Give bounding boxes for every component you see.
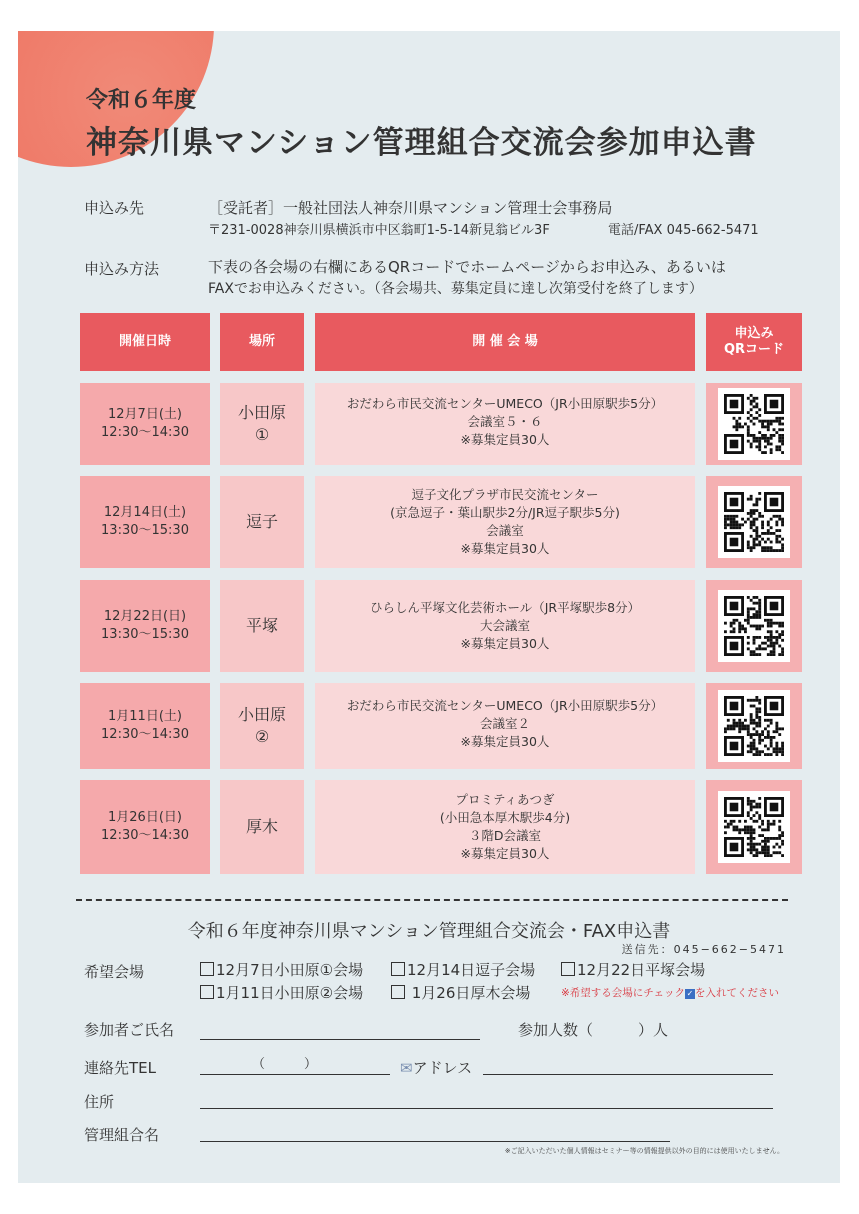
org-label: 管理組合名 (84, 1126, 160, 1144)
count-label: 参加人数（ ）人 (518, 1021, 669, 1039)
apply-to-address: 〒231-0028神奈川県横浜市中区翁町1-5-14新見翁ビル3F (208, 223, 550, 238)
header-date: 開催日時 (80, 313, 210, 371)
flyer-sheet (18, 31, 840, 1183)
form-title: 令和６年度神奈川県マンション管理組合交流会・FAX申込書 (187, 921, 671, 942)
row-3-place: 平塚 (220, 580, 304, 672)
option-jan11[interactable]: 1月11日小田原②会場 (200, 982, 363, 1003)
row-2-qr[interactable] (706, 476, 802, 568)
row-4-venue: おだわら市民交流センターUMECO（JR小田原駅歩5分） 会議室２ ※募集定員30人 (315, 683, 695, 769)
row-4-place: 小田原 ② (220, 683, 304, 769)
checkbox[interactable] (391, 985, 405, 999)
qr-code-icon[interactable] (718, 690, 790, 762)
header-qr-line1: 申込み (734, 326, 774, 341)
tel-label: 連絡先TEL (84, 1059, 156, 1077)
cut-line (76, 899, 788, 901)
address-input[interactable] (200, 1108, 773, 1109)
row-4-date: 1月11日(土) 12:30〜14:30 (80, 683, 210, 769)
row-5-place: 厚木 (220, 780, 304, 874)
row-5-date: 1月26日(日) 12:30〜14:30 (80, 780, 210, 874)
row-3-venue: ひらしん平塚文化芸術ホール（JR平塚駅歩8分） 大会議室 ※募集定員30人 (315, 580, 695, 672)
apply-to-label: 申込み先 (84, 199, 145, 217)
option-dec22[interactable]: 12月22日平塚会場 (561, 959, 705, 980)
page-subtitle: 令和６年度 (86, 88, 197, 113)
apply-to-phone: 電話/FAX 045-662-5471 (608, 223, 759, 238)
header-venue: 開 催 会 場 (315, 313, 695, 371)
tel-input[interactable] (200, 1074, 390, 1075)
row-2-venue: 逗子文化プラザ市民交流センター (京急逗子・葉山駅歩2分/JR逗子駅歩5分) 会議室 ※募集定員30人 (315, 476, 695, 568)
name-input[interactable] (200, 1039, 480, 1040)
checkbox[interactable] (200, 962, 214, 976)
row-4-qr[interactable] (706, 683, 802, 769)
org-input[interactable] (200, 1141, 670, 1142)
tel-paren: （ ） (252, 1057, 318, 1072)
privacy-note: ※ご記入いただいた個人情報はセミナー等の情報提供以外の目的には使用いたしません。 (504, 1147, 784, 1155)
row-2-date: 12月14日(土) 13:30〜15:30 (80, 476, 210, 568)
row-1-date: 12月7日(土) 12:30〜14:30 (80, 383, 210, 465)
email-label: ✉アドレス (400, 1059, 473, 1077)
qr-code-icon[interactable] (718, 791, 790, 863)
checkbox[interactable] (200, 985, 214, 999)
form-fax-number: 送信先：045−662−5471 (621, 943, 786, 956)
checkbox[interactable] (561, 962, 575, 976)
qr-code-icon[interactable] (718, 590, 790, 662)
page-title: 神奈川県マンション管理組合交流会参加申込書 (86, 125, 757, 161)
option-dec7[interactable]: 12月7日小田原①会場 (200, 959, 363, 980)
method-line2: FAXでお申込みください。（各会場共、募集定員に達し次第受付を終了します） (208, 281, 703, 297)
name-label: 参加者ご氏名 (84, 1021, 175, 1039)
header-qr (706, 313, 802, 371)
row-5-qr[interactable] (706, 780, 802, 874)
header-qr-line2: QRコード (723, 342, 785, 357)
mail-icon: ✉ (400, 1059, 413, 1077)
row-3-date: 12月22日(日) 13:30〜15:30 (80, 580, 210, 672)
row-5-venue: プロミティあつぎ (小田急本厚木駅歩4分) ３階D会議室 ※募集定員30人 (315, 780, 695, 874)
qr-code-icon[interactable] (718, 486, 790, 558)
checkbox[interactable] (391, 962, 405, 976)
row-1-qr[interactable] (706, 383, 802, 465)
option-jan26[interactable]: 1月26日厚木会場 (391, 982, 530, 1003)
venue-choice-label: 希望会場 (84, 963, 145, 981)
check-note: ※希望する会場にチェック ✓ を入れてください (561, 987, 779, 999)
row-1-venue: おだわら市民交流センターUMECO（JR小田原駅歩5分） 会議室５・６ ※募集定員30人 (315, 383, 695, 465)
option-dec14[interactable]: 12月14日逗子会場 (391, 959, 535, 980)
address-label: 住所 (84, 1093, 115, 1111)
row-3-qr[interactable] (706, 580, 802, 672)
qr-code-icon[interactable] (718, 388, 790, 460)
header-place: 場所 (220, 313, 304, 371)
apply-to-line1: ［受託者］一般社団法人神奈川県マンション管理士会事務局 (208, 199, 613, 217)
email-input[interactable] (483, 1074, 773, 1075)
method-label: 申込み方法 (84, 260, 160, 278)
method-line1: 下表の各会場の右欄にあるQRコードでホームページからお申込み、あるいは (208, 258, 726, 276)
row-2-place: 逗子 (220, 476, 304, 568)
row-1-place: 小田原 ① (220, 383, 304, 465)
checkmark-icon: ✓ (686, 989, 694, 998)
